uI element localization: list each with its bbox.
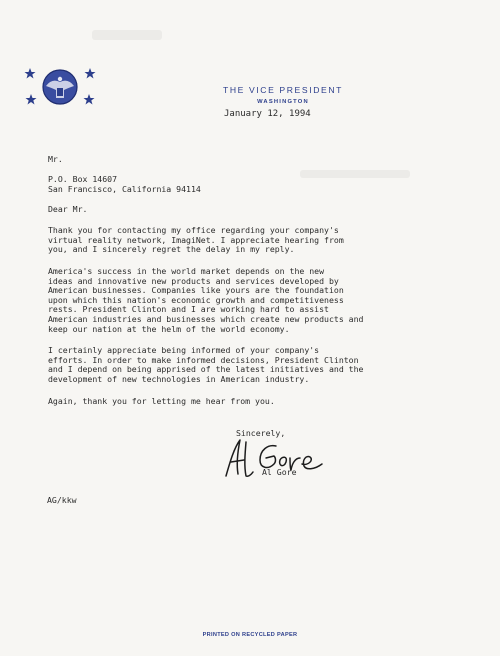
paragraph-4 [48,397,275,407]
paragraph-3 [48,346,363,384]
letterhead-title: THE VICE PRESIDENT [222,85,343,95]
letter-date: January 12, 1994 [224,109,311,119]
recipient-name: Mr. [48,154,63,164]
paragraph-line: and I depend on being apprised of the latest initiatives and the [48,364,364,375]
recycled-paper-notice: PRINTED ON RECYCLED PAPER [202,632,298,638]
paper-smudge [300,170,410,178]
paragraph-line: you, and I sincerely regret the delay in my reply. [48,244,295,255]
paragraph-line: American businesses. Companies like yours are the foundation [48,285,344,296]
paragraph-line: upon which this nation's economic growth and competitiveness [48,294,344,305]
paragraph-2 [48,267,363,334]
paragraph-line: development of new technologies in American industry. [48,373,310,384]
paragraph-line: rests. President Clinton and I are working hard to assist [48,304,329,315]
signer-name: Al Gore [262,467,297,477]
paragraph-line: Again, thank you for letting me hear from you. [48,396,275,406]
paper-smudge [92,30,162,40]
recipient-address-line2: San Francisco, California 94114 [48,184,201,194]
paragraph-line: keep our nation at the helm of the world economy. [48,323,290,334]
letterhead [208,85,358,105]
paragraph-line: American industries and businesses which create new products and [48,313,364,324]
letterhead-city: WASHINGTON [257,99,309,105]
paragraph-line: efforts. In order to make informed decisions, President Clinton [48,354,359,365]
paragraph-line: I certainly appreciate being informed of your company's [48,345,320,355]
paragraph-line: America's success in the world market depends on the new [48,266,325,276]
paragraph-line: virtual reality network, ImagiNet. I appreciate hearing from [48,234,344,245]
salutation: Dear Mr. [48,204,88,214]
closing: Sincerely, [236,428,286,438]
paragraph-line: ideas and innovative new products and services developed by [48,275,339,286]
paragraph-line: Thank you for contacting my office regarding your company's [48,225,339,235]
typist-initials: AG/kkw [47,495,77,505]
recipient-address-line1: P.O. Box 14607 [48,174,118,184]
paragraph-1 [48,226,344,255]
vice-president-seal-icon [22,62,98,112]
